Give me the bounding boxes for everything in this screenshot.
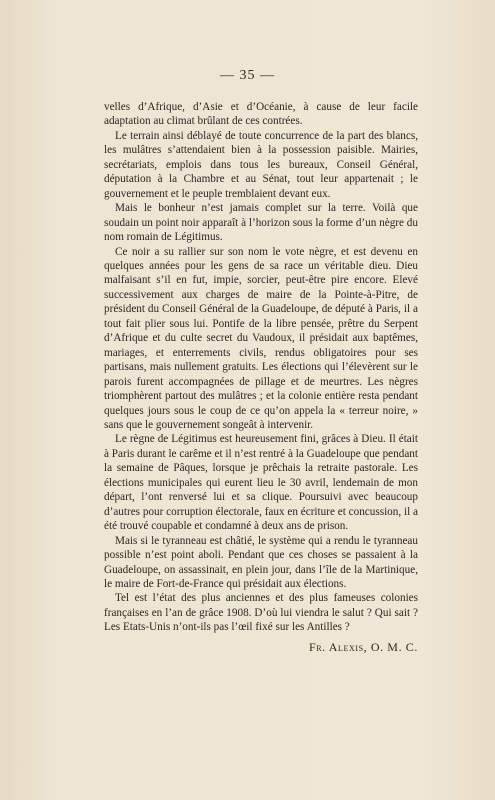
paragraph-1: velles d’Afrique, d’Asie et d’Océanie, à cause de leur facile adaptation au climat brûlant de ces contrées. (104, 101, 418, 128)
paragraph-4: Ce noir a su rallier sur son nom le vote nègre, et est devenu en quelques années pour les gens de sa race un véritable dieu. Dieu malfaisant s’il en fut, impie, sorcier, peut-être pire encore. Elevé successivement aux charges de maire de la Pointe-à-Pitre, de président du Conseil Général de la Guadeloupe, de député à Paris, il a tout fait plier sous lui. Pontife de la libre pensée, prêtre du Serpent d’Afrique et du culte secret du Vaudoux, il présidait aux baptêmes, mariages, et enterrements civils, rendus obligatoires pour ses partisans, mais nullement gratuits. Les élections qui l’élevèrent sur le parois furent accompagnées de pillage et de meurtres. Les nègres triomphèrent partout des mulâtres ; et la colonie entière resta pendant quelques jours sous le coup de ce qu’on appela la « terreur noire, » sans que le gouvernement songeât à intervenir. (104, 245, 418, 431)
paragraph-2: Le terrain ainsi déblayé de toute concurrence de la part des blancs, les mulâtres s’attendaient bien à la possession paisible. Mairies, secrétariats, emplois dans tous les bureaux, Conseil Général, députation à la Chambre et au Sénat, tout leur appartenait ; le gouvernement et le peuple tremblaient devant eux. (104, 129, 418, 200)
paragraph-3: Mais le bonheur n’est jamais complet sur la terre. Voilà que soudain un point noir apparaît à l’horizon sous la forme d’un nègre du nom romain de Légitimus. (104, 202, 418, 244)
page-number: — 35 — (220, 68, 275, 83)
paragraph-6: Mais si le tyranneau est châtié, le système qui a rendu le tyranneau possible n’est point aboli. Pendant que ces choses se passaient à la Guadeloupe, on assassinait, en plein jour, dans l’île de la Martinique, le maire de Fort-de-France qui présidait aux élections. (104, 534, 418, 590)
body-text (104, 100, 418, 635)
author-signature: Fr. Alexis, O. M. C. (308, 640, 418, 654)
paragraph-5: Le règne de Légitimus est heureusement fini, grâces à Dieu. Il était à Paris durant le carême et il n’est rentré à la Guadeloupe que pendant la semaine de Pâques, lorsque je prêchais la retraite pastorale. Les élections municipales qui eurent lieu le 30 avril, lendemain de mon départ, l’ont renversé lui et sa clique. Poursuivi avec beaucoup d’autres pour corruption électorale, faux en écriture et concussion, il a été trouvé coupable et condamné à deux ans de prison. (104, 433, 418, 533)
paragraph-7: Tel est l’état des plus anciennes et des plus fameuses colonies françaises en l’an de grâce 1908. D’où lui viendra le salut ? Qui sait ? Les Etats-Unis n’ont-ils pas l’œil fixé sur les Antilles ? (104, 592, 418, 634)
